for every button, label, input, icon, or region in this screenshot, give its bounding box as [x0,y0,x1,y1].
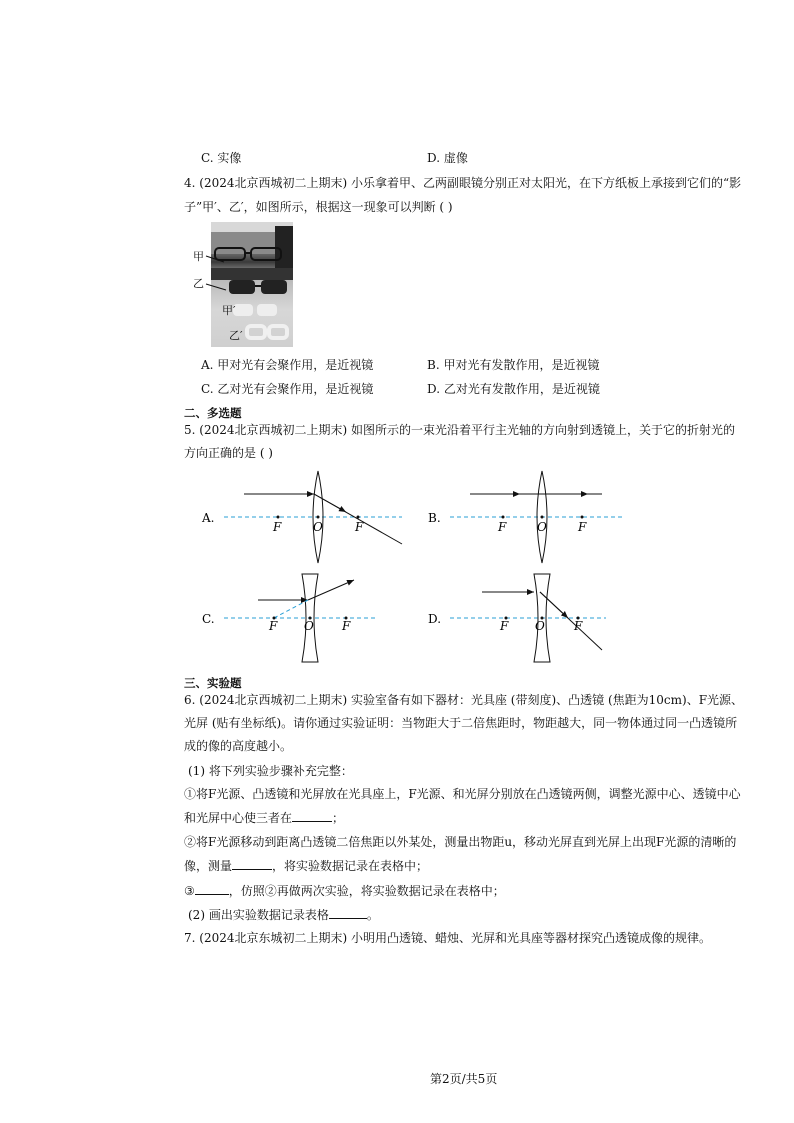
q5-stem-line2: 方向正确的是 ( ) [184,446,273,460]
diagram-d-focus-right: F [574,619,583,633]
q6-step1-line1: ①将F光源、凸透镜和光屏放在光具座上，F光源、和光屏分别放在凸透镜两侧，调整光源中心、透镜中心 [184,787,741,801]
q6-step2-text: 像，测量 [184,859,233,873]
q6-part2-end: 。 [366,908,379,922]
q6-line1: 6. (2024北京西城初二上期末) 实验室备有如下器材：光具座 (带刻度)、凸透镜 (焦距为10cm)、F光源、 [184,693,744,707]
q4-option-b: B. 甲对光有发散作用，是近视镜 [427,358,600,372]
q4-option-d: D. 乙对光有发散作用，是近视镜 [427,382,600,396]
q6-step2-line2 [184,857,428,874]
q6-part2-text: (2) 画出实验数据记录表格 [188,908,329,922]
diagram-b-focus-left: F [498,520,507,534]
photo-label-yi-prime: 乙′ [229,329,243,342]
section-experiment-heading: 三、实验题 [184,676,242,690]
photo-label-jia: 甲 [193,250,204,263]
q4-option-c: C. 乙对光有会聚作用，是近视镜 [201,382,374,396]
diagram-b-focus-right: F [578,520,587,534]
q6-step2-line1: ②将F光源移动到距离凸透镜二倍焦距以外某处，测量出物距u，移动光屏直到光屏上出现F光源的清晰的 [184,835,737,849]
q4-stem-line2: 子”甲′、乙′，如图所示，根据这一现象可以判断 ( ) [184,200,453,214]
diagram-c-label: C. [202,612,215,626]
diagram-d-label: D. [428,612,442,626]
q6-answer-blank-4[interactable] [329,906,367,919]
section-multiple-choice-heading: 二、多选题 [184,406,242,420]
q6-step1-text: 和光屏中心使三者在 [184,811,293,825]
diagram-c-focus-left: F [269,619,278,633]
q5-stem-line1: 5. (2024北京西城初二上期末) 如图所示的一束光沿着平行主光轴的方向射到透镜上，关于它的折射光的 [184,423,735,437]
diagram-c-center: O [304,619,314,633]
q7-line1: 7. (2024北京东城初二上期末) 小明用凸透镜、蜡烛、光屏和光具座等器材探究凸透镜成像的规律。 [184,931,711,945]
q6-answer-blank-1[interactable] [292,809,332,822]
q4-option-a: A. 甲对光有会聚作用，是近视镜 [201,358,374,372]
q6-part1: (1) 将下列实验步骤补充完整： [188,764,353,778]
q6-step3-marker: ③ [184,884,195,898]
diagram-a-center: O [313,520,323,534]
q6-answer-blank-3[interactable] [195,882,229,895]
q3-option-c: C. 实像 [201,151,242,165]
diagram-a-label: A. [202,511,215,525]
diagram-d [428,574,606,662]
q6-part2 [188,906,379,923]
diagram-b-label: B. [428,511,441,525]
diagram-d-focus-left: F [500,619,509,633]
diagram-c-focus-right: F [342,619,351,633]
diagram-a-focus-right: F [355,520,364,534]
lens-diagrams [0,466,794,666]
q6-step3 [184,882,505,899]
q6-step1-end: ； [332,811,345,825]
photo-label-yi: 乙 [193,277,204,290]
photo-label-jia-prime: 甲′ [222,304,236,317]
q6-answer-blank-2[interactable] [232,857,272,870]
diagram-d-center: O [535,619,545,633]
q6-step1-line2 [184,809,344,826]
diagram-b [428,471,624,563]
diagram-b-center: O [537,520,547,534]
q6-line2: 光屏 (贴有坐标纸)。请你通过实验证明：当物距大于二倍焦距时，物距越大，同一物体通过同一凸透镜所 [184,716,738,730]
page-footer: 第2页/共5页 [430,1072,498,1086]
diagram-a-focus-left: F [273,520,282,534]
q4-stem-line1: 4. (2024北京西城初二上期末) 小乐拿着甲、乙两副眼镜分别正对太阳光，在下方纸板上承接到它们的“影 [184,176,742,190]
q3-option-d: D. 虚像 [427,151,468,165]
diagram-a [201,471,402,563]
q6-line3: 成的像的高度越小。 [184,739,293,753]
q6-step3-text: ，仿照②再做两次实验，将实验数据记录在表格中； [228,884,505,898]
q6-step2-end: ，将实验数据记录在表格中； [272,859,429,873]
diagram-c [202,574,378,662]
